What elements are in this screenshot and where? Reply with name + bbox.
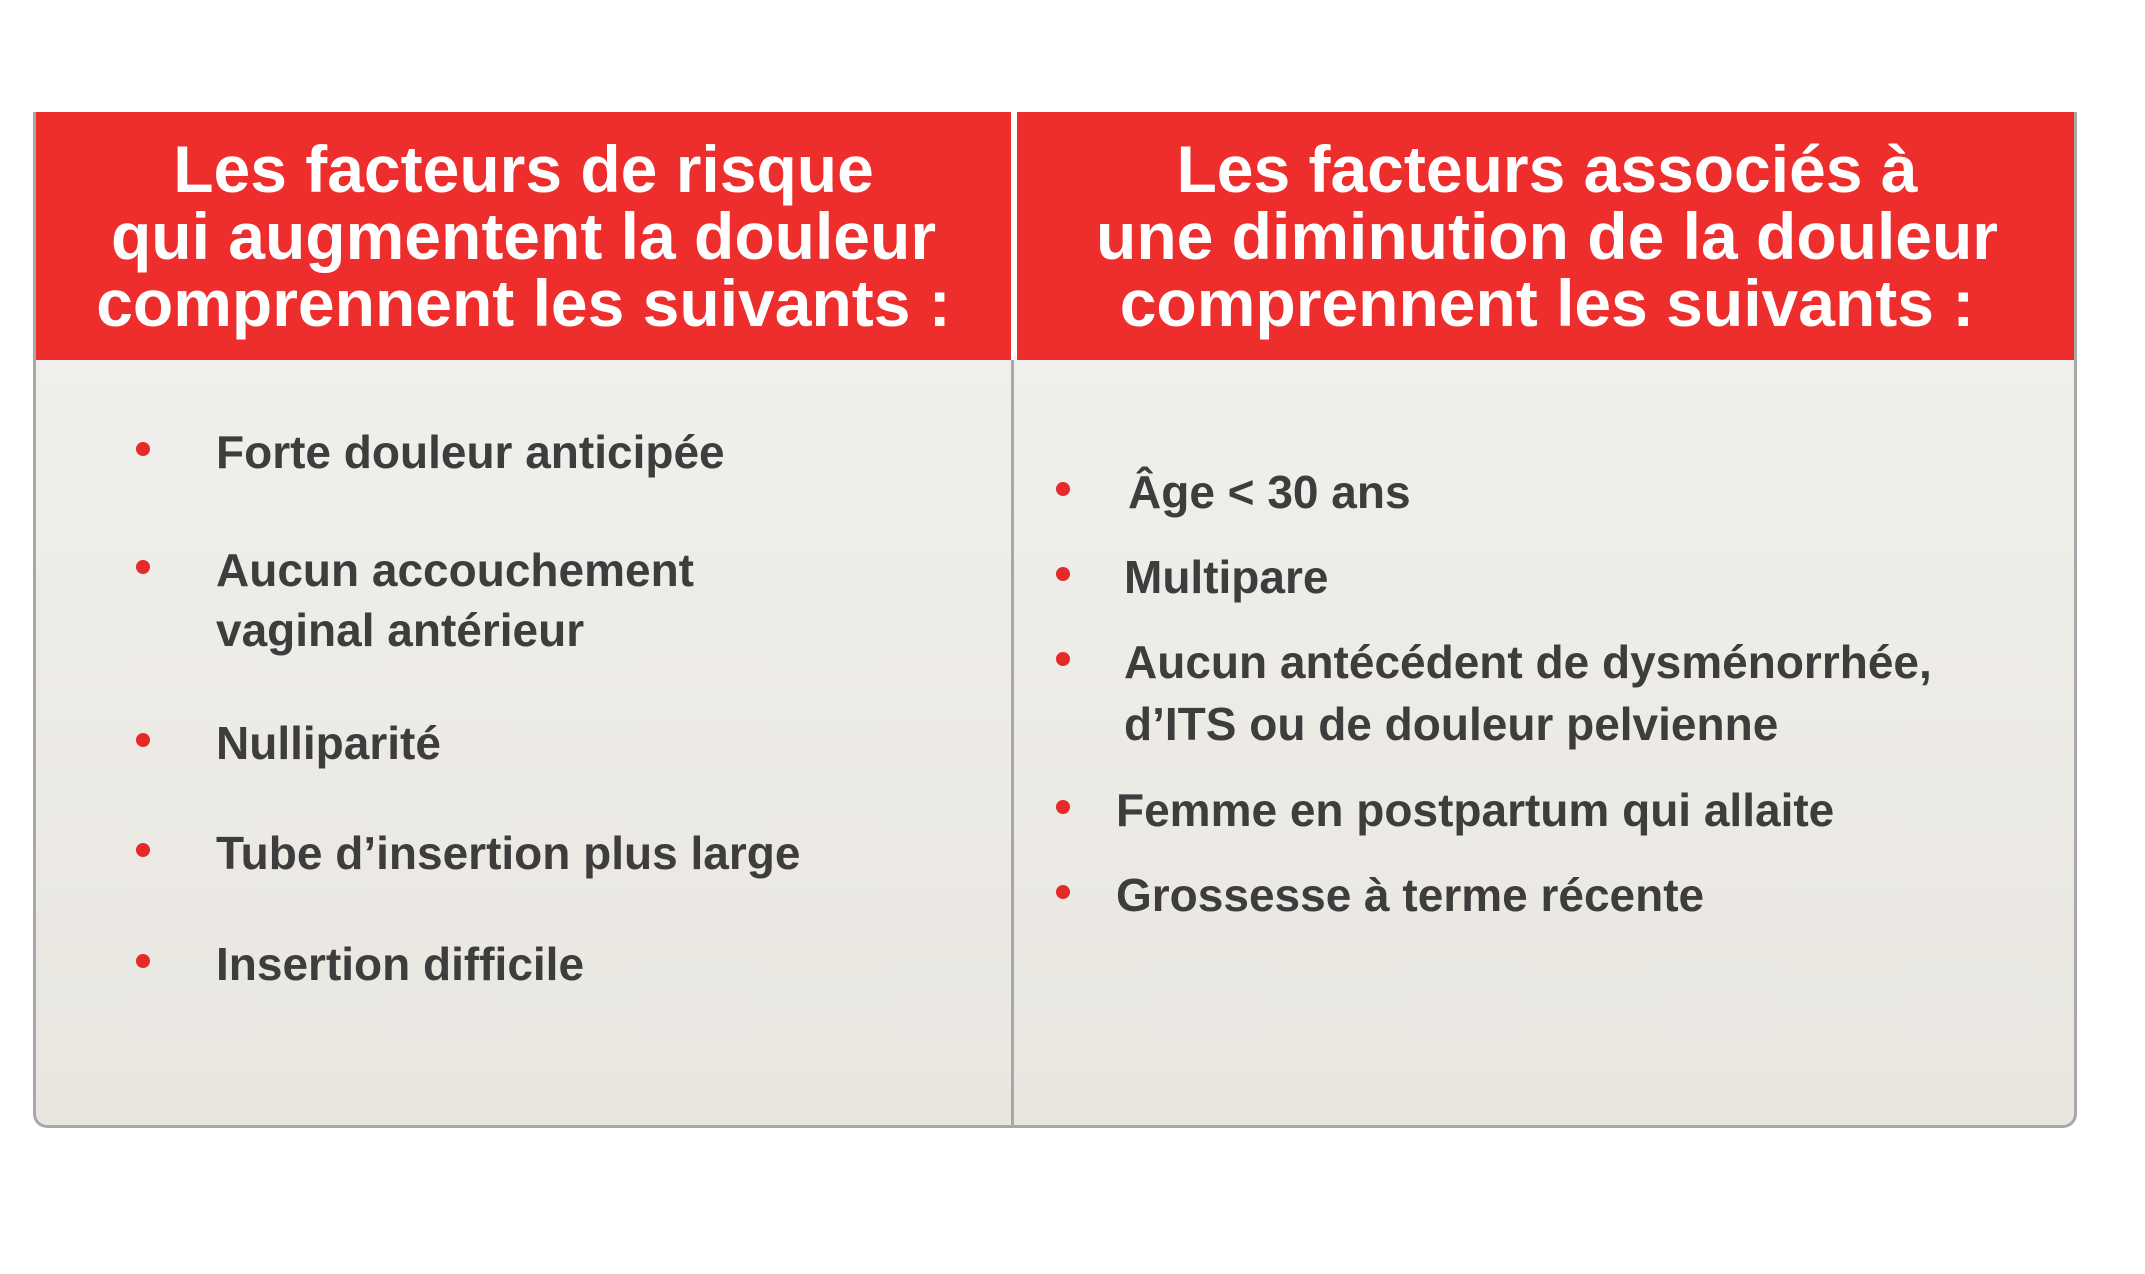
- list-item-text: Forte douleur anticipée: [216, 426, 725, 478]
- list-item-text: Aucun antécédent de dysménorrhée,: [1124, 636, 1932, 688]
- bullet-icon: [1056, 567, 1070, 581]
- bullet-icon: [1056, 885, 1070, 899]
- list-item-text: Grossesse à terme récente: [1116, 869, 1705, 921]
- list-item-text: Nulliparité: [216, 717, 441, 769]
- list-item-text: vaginal antérieur: [216, 604, 585, 656]
- list-item-text: Insertion difficile: [216, 938, 585, 990]
- bullet-icon: [136, 442, 150, 456]
- list-item-text: d’ITS ou de douleur pelvienne: [1124, 698, 1779, 750]
- header-line: comprennent les suivants :: [1119, 265, 1975, 340]
- header-line: Les facteurs associés à: [1176, 131, 1918, 206]
- header-risk-factors: [36, 112, 1011, 360]
- list-item-text: Aucun accouchement: [216, 544, 694, 596]
- bullet-icon: [1056, 482, 1070, 496]
- bullet-icon: [136, 843, 150, 857]
- list-item-text: Femme en postpartum qui allaite: [1116, 784, 1835, 836]
- bullet-icon: [1056, 652, 1070, 666]
- comparison-table: [33, 112, 2077, 1128]
- bullet-icon: [136, 954, 150, 968]
- list-item-text: Tube d’insertion plus large: [216, 827, 801, 879]
- bullet-icon: [136, 733, 150, 747]
- list-item-text: Âge < 30 ans: [1128, 466, 1411, 518]
- header-line: qui augmentent la douleur: [110, 198, 937, 273]
- list-item-text: Multipare: [1124, 551, 1329, 603]
- header-line: une diminution de la douleur: [1096, 198, 1998, 273]
- column-divider: [1011, 360, 1014, 1128]
- bullet-icon: [1056, 800, 1070, 814]
- bullet-icon: [136, 560, 150, 574]
- header-reducing-factors: [1017, 112, 2077, 360]
- header-line: comprennent les suivants :: [96, 265, 951, 340]
- header-line: Les facteurs de risque: [173, 131, 874, 206]
